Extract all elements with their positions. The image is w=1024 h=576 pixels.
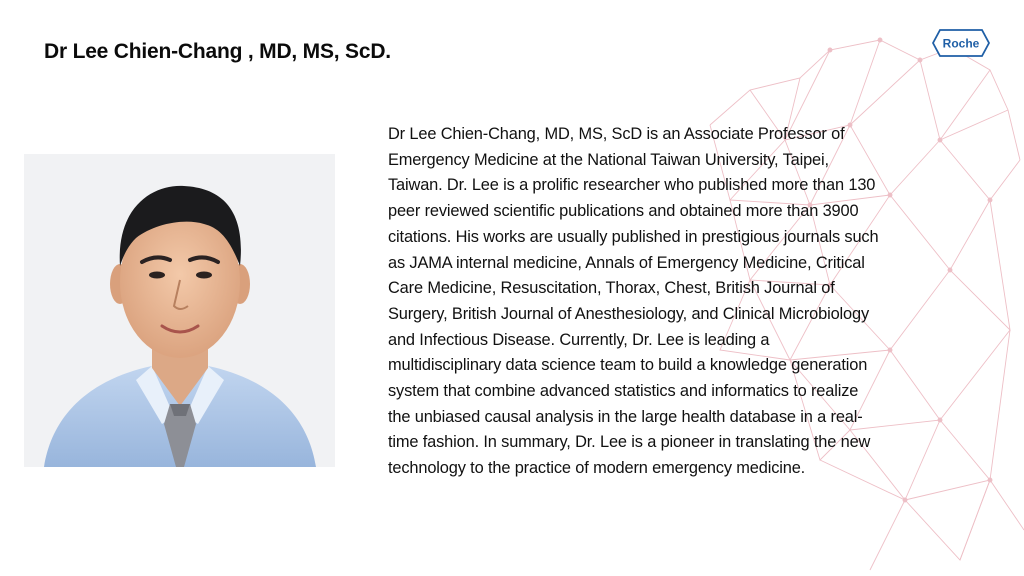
bio-line: Surgery, British Journal of Anesthesiology, and Clinical Microbiology [388,304,869,323]
roche-logo-icon [932,28,990,58]
bio-line: peer reviewed scientific publications and obtained more than 3900 [388,202,859,221]
bio-line: system that combine advanced statistics and informatics to realize [388,382,859,401]
bio-line: Care Medicine, Resuscitation, Thorax, Chest, British Journal of [388,279,835,298]
bio-line: as JAMA internal medicine, Annals of Emergency Medicine, Critical [388,253,865,272]
bio-line: time fashion. In summary, Dr. Lee is a pioneer in translating the new [388,433,871,452]
bio-line: and Infectious Disease. Currently, Dr. Lee is leading a [388,330,770,349]
portrait-photo [24,154,335,467]
bio-line: technology to the practice of modern emergency medicine. [388,459,806,478]
bio-line: the unbiased causal analysis in the large health database in a real- [388,407,863,426]
bio-line: multidisciplinary data science team to build a knowledge generation [388,356,868,375]
bio-line: Emergency Medicine at the National Taiwan University, Taipei, [388,150,829,169]
page-title: Dr Lee Chien-Chang , MD, MS, ScD. [44,40,391,63]
bio-line: Taiwan. Dr. Lee is a prolific researcher who published more than 130 [388,176,876,195]
logo-text: Roche [942,36,980,51]
bio-paragraph [388,122,994,482]
bio-line: Dr Lee Chien-Chang, MD, MS, ScD is an Associate Professor of [388,125,845,143]
bio-line: citations. His works are usually published in prestigious journals such [388,227,879,246]
